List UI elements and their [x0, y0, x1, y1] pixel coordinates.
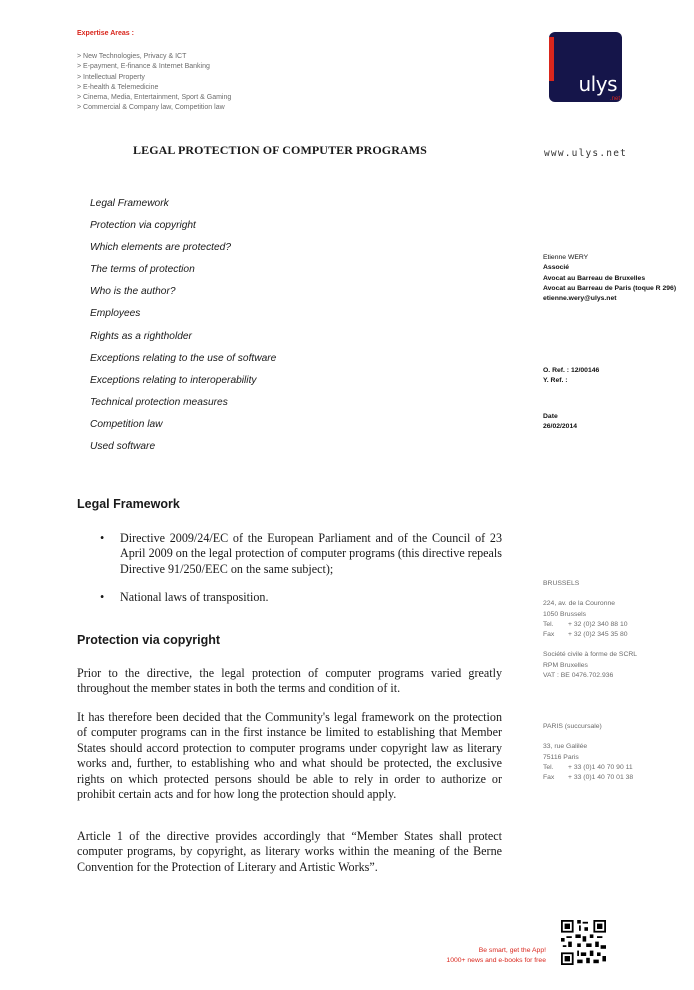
- office-address-line: 1050 Brussels: [543, 610, 587, 618]
- toc-item[interactable]: Rights as a rightholder: [90, 330, 192, 342]
- date-label: Date: [543, 413, 558, 420]
- toc-item[interactable]: The terms of protection: [90, 264, 195, 276]
- toc-item[interactable]: Exceptions relating to the use of software: [90, 352, 277, 364]
- toc-item[interactable]: Technical protection measures: [90, 396, 228, 408]
- logo-red-bar: [549, 37, 554, 81]
- contact-bar-brussels: Avocat au Barreau de Bruxelles: [543, 274, 646, 282]
- paris-office: [543, 722, 633, 783]
- toc-item[interactable]: Legal Framework: [90, 198, 169, 209]
- bullet-icon: •: [100, 589, 105, 604]
- ulys-logo: [549, 32, 622, 102]
- office-fax: Fax + 32 (0)2 345 35 80: [543, 631, 628, 639]
- paragraph: Prior to the directive, the legal protection of computer programs varied greatly throughout the member states in both the terms and condition of it.: [77, 666, 502, 696]
- toc-item[interactable]: Which elements are protected?: [90, 242, 231, 254]
- expertise-item: > Commercial & Company law, Competition law: [77, 104, 225, 112]
- our-reference: O. Ref. : 12/00146: [543, 367, 600, 374]
- company-info: VAT : BE 0476.702.936: [543, 672, 614, 680]
- heading-legal-framework: Legal Framework: [77, 497, 180, 511]
- logo-text: ulys: [578, 72, 617, 96]
- expertise-title: Expertise Areas :: [77, 30, 134, 37]
- contact-role: Associé: [543, 264, 570, 272]
- office-label: PARIS (succursale): [543, 723, 602, 730]
- date-block: [543, 412, 577, 433]
- qr-code-icon[interactable]: [561, 920, 606, 965]
- date-value: 26/02/2014: [543, 423, 578, 431]
- office-address-line: 224, av. de la Couronne: [543, 600, 616, 608]
- toc-item[interactable]: Competition law: [90, 418, 163, 430]
- office-label: BRUSSELS: [543, 580, 580, 587]
- toc-item[interactable]: Protection via copyright: [90, 220, 196, 232]
- paragraph: Article 1 of the directive provides accordingly that “Member States shall protect computer programs, by copyright, as literary works within the meaning of the Berne Convention for the Protection of Literary and Artistic Works”.: [77, 829, 502, 874]
- expertise-item: > New Technologies, Privacy & ICT: [77, 53, 187, 60]
- toc-item[interactable]: Exceptions relating to interoperability: [90, 374, 257, 386]
- paragraph: It has therefore been decided that the Community's legal framework on the protection of computer programs can in the first instance be limited to establishing that Member States should accord protection to computer programs under copyright law as literary works and, further, to establishing who and what should be protected, the exclusive rights on which protected persons should be able to rely in order to authorize or prohibit certain acts and for how long the protection should apply.: [77, 710, 502, 802]
- office-address-line: 33, rue Galilée: [543, 743, 588, 751]
- expertise-item: > E-payment, E-finance & Internet Banking: [77, 63, 210, 71]
- expertise-item: > Cinema, Media, Entertainment, Sport & Gaming: [77, 94, 232, 102]
- list-item: • National laws of transposition.: [100, 589, 269, 604]
- office-phone: Tel. + 32 (0)2 340 88 10: [543, 620, 628, 628]
- company-info: RPM Bruxelles: [543, 661, 588, 669]
- office-fax: Fax + 33 (0)1 40 70 01 38: [543, 774, 634, 782]
- expertise-item: > E-health & Telemedicine: [77, 83, 159, 91]
- contact-bar-paris: Avocat au Barreau de Paris (toque R 296): [543, 284, 677, 292]
- toc-item[interactable]: Employees: [90, 308, 141, 320]
- table-of-contents: [90, 196, 276, 461]
- logo-subtext: .net: [609, 96, 620, 102]
- contact-email[interactable]: etienne.wery@ulys.net: [543, 295, 617, 303]
- your-reference: Y. Ref. :: [543, 377, 568, 385]
- expertise-item: > Intellectual Property: [77, 73, 145, 81]
- legal-framework-list: [77, 531, 502, 605]
- brussels-office: [543, 579, 637, 681]
- toc-item[interactable]: Used software: [90, 441, 156, 453]
- company-info: Société civile à forme de SCRL: [543, 651, 638, 659]
- list-item: • Directive 2009/24/EC of the European Parliament and of the Council of 23 April 2009 on the legal protection of computer programs (this directive repeals Directive 91/250/EEC on the same subject);: [100, 531, 502, 576]
- app-promo[interactable]: [414, 946, 546, 967]
- expertise-list: [77, 52, 231, 114]
- document-title: LEGAL PROTECTION OF COMPUTER PROGRAMS: [133, 143, 427, 157]
- office-address-line: 75116 Paris: [543, 753, 579, 761]
- contact-name: Etienne WERY: [543, 254, 589, 261]
- promo-line: Be smart, get the App!: [478, 947, 546, 954]
- office-phone: Tel. + 33 (0)1 40 70 90 11: [543, 763, 633, 771]
- promo-line: 1000+ news and e-books for free: [446, 957, 546, 965]
- heading-protection-copyright: Protection via copyright: [77, 633, 221, 647]
- bullet-icon: •: [100, 531, 105, 545]
- reference-block: [543, 366, 599, 387]
- contact-block: [543, 253, 676, 304]
- toc-item[interactable]: Who is the author?: [90, 286, 176, 298]
- website-link[interactable]: www.ulys.net: [544, 148, 628, 159]
